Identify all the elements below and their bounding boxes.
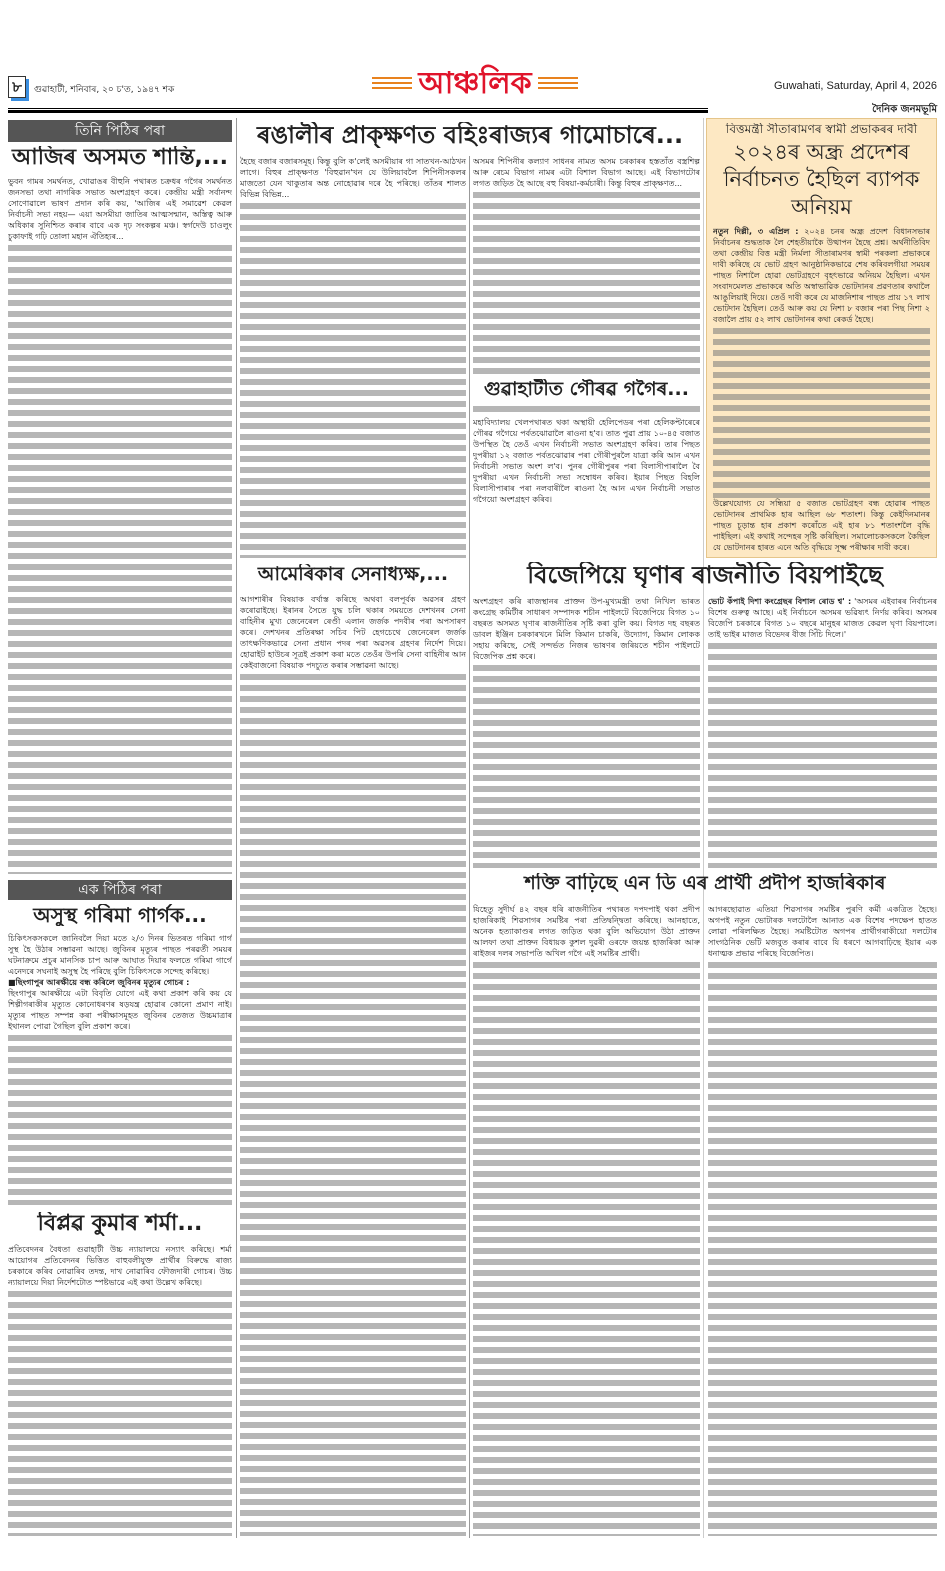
headline-bjp[interactable]: বিজেপিয়ে ঘৃণাৰ ৰাজনীতি বিয়পাইছে [527, 562, 883, 589]
subheading: ভোট কঁপাই দিশা কংগ্ৰেছৰ বিশাল ৰোড শ্ব' : [708, 597, 852, 606]
paper-name: দৈনিক জনমভূমি [872, 104, 937, 115]
paragraph: প্ৰতিবেদনৰ বৈধতা গুৱাহাটী উচ্চ ন্যায়ালয়ে নস্যাৎ কৰিছে। শৰ্মা আয়োগৰ প্ৰতিবেদনৰ ভিত্তিত বাহুবলীযুক্ত প্ৰাৰ্থীৰ বিৰুদ্ধে ৰাজ্য চৰকাৰে কৰিব নোৱাৰিব তদন্ত, দাখ নোৱাৰিব ফৌজদাৰী গোচৰ। উচ্চ ন্যায়ালয়ে দিয়া নিৰ্দেশটোত স্পষ্টভাৱে এই কথা উল্লেখ কৰিছে। [8, 1245, 232, 1287]
logo-text: আঞ্চলিক [418, 65, 532, 101]
paragraph: আগশাৰীৰ বিষয়াক বৰ্খাস্ত কৰিছে অথবা বলপূৰ্বক অৱসৰ গ্ৰহণ কৰোৱাইছে। ইৰানৰ সৈতে যুদ্ধ চলি থকাৰ সময়তে দেশখনৰ সেনা বাহিনীৰ মুখ্য জেনেৰেল ৰেণ্ডী এলান জৰ্জক পদবীৰ পৰা অপসাৰণ কৰে। দেশখনৰ প্ৰতিৰক্ষা সচিব পিট হেগচেথে জেনেৰেল জৰ্জক তাৎক্ষণিকভাৱে সেনা প্ৰধান পদৰ পৰা অৱসৰ গ্ৰহণৰ নিৰ্দেশ দিয়ে। হোৱাইট হাউচৰ সূত্ৰই প্ৰকাশ কৰা মতে তেওঁৰ উপৰি সেনা বাহিনীৰ আন কেইবাজনো বিষয়াক পদচ্যুত কৰাৰ সম্ভাৱনা আছে। [240, 595, 466, 670]
paragraph: হৈছে বজাৰ বজাৰসমূহ। কিন্তু বুলি ক'লেই অসমীয়াৰ গা সাতখন-আঠখন লাগে। বিহুৰ প্ৰাক্‌ক্ষণত 'বিহুৱান'খন যে উলিয়াবলৈ শিপিনীসকলৰ মাজতো যেন খাকুতাৰ অন্ত নোহোৱাৰ দৰে হৈ পৰিছে। তাঁতৰ শালত বিভিন্ন বিভিন্ন... [240, 157, 466, 199]
body-text-continuation [8, 1291, 232, 1536]
header-rule [8, 108, 708, 113]
article-body-biplab [8, 1244, 232, 1536]
kicker-asustha: এক পিঠিৰ পৰা [8, 880, 232, 900]
paragraph: চিকিৎসকসকলে জানিবলৈ দিয়া মতে ২/৩ দিনৰ ভিতৰত গৰিমা গাৰ্গ সুস্থ হৈ উঠাৰ সম্ভাৱনা আছে। জুবিনৰ মৃত্যুৰ পাছত পৰৱৰ্তী সময়ৰ ঘটনাক্ৰমে প্ৰচুৰ মানসিক চাপ আৰু আঘাত দিয়াৰ ফলতে গৰিমা গাৰ্গে এনেদৰে সঘনাই অসুস্থ হৈ পৰিছে বুলি চিকিৎসকে সন্দেহ কৰিছে। [8, 934, 232, 976]
article-body-rongali-b [473, 156, 700, 374]
featured-box-andhra [706, 118, 937, 558]
article-body-ajir [8, 176, 232, 874]
body-text-continuation [713, 328, 930, 498]
date-english: Guwahati, Saturday, April 4, 2026 [773, 80, 937, 92]
article-body-america [240, 594, 466, 1536]
article-body-bjp-a [473, 596, 700, 868]
paragraph: মহাবিদ্যালয় খেলপথাৰত থকা অস্থায়ী হেলিপেডৰ পৰা হেলিকপ্টাৰেৰে গৌৰৱ গগৈয়ে পৰ্বতঝোৱালৈ ৰাওনা হ'ব। তাত পুৱা প্ৰায় ১০-৪৫ বজাত উপস্থিত হৈ তেওঁ এখন নিৰ্বাচনী সভাত অংশগ্ৰহণ কৰিব। তাৰ পিছত দুপৰীয়া ১২ বজাত পৰ্বতঝোৱাৰ পৰা গৌৰীপুৰলৈ যাত্ৰা কৰি আন এখন নিৰ্বাচনী সভাত অংশ ল'ব। পুনৰ গৌৰীপুৰৰ পৰা বিলাসীপাৰালৈ বৈ দুপৰীয়া এখন নিৰ্বাচনী সভা সম্বোধন কৰিব। ইয়াৰ পিছত বিহলি বিলাসীপাৰাৰ পৰা নলবাৰীলৈ ৰাওনা হৈ আন এখন নিৰ্বাচনী সভাত গগৈয়ো অংশগ্ৰহণ কৰিব। [473, 418, 700, 504]
paragraph: 'অসমৰ এইবাৰৰ নিৰ্বাচনৰ বিশেষ গুৰুত্ব আছে। এই নিৰ্বাচনে অসমৰ ভৱিষ্যৎ নিৰ্ণয় কৰিব। অসমৰ বিজেপি চৰকাৰে বিগত ১০ বছৰে মানুহৰ মাজত কেৱল ঘৃণা বিয়পালে। তাই ভাইৰ মাজত বিভেদৰ বীজ সিঁচি দিলে।' [708, 597, 937, 639]
body-text-continuation [473, 665, 700, 868]
paragraph: উল্লেখযোগ্য যে সন্ধিয়া ৫ বজাত ভোটগ্ৰহণ বন্ধ হোৱাৰ পাছত ভোটদানৰ প্ৰাথমিক হাৰ আছিল ৬৮ শতাংশ। কিন্তু কেইদিনমানৰ পাছত চূড়ান্ত হাৰ প্ৰকাশ কৰোঁতে এই হাৰ ৮১ শতাংশলৈ বৃদ্ধি পাইছিল। এই কথাই সন্দেহৰ সৃষ্টি কৰিছিল। সমালোচকসকলে কৈছিল যে ভোটদানৰ হাৰত এনে অতি বৃদ্ধিয়ে সূক্ষ্ম পৰীক্ষাৰ দাবী কৰে। [713, 499, 930, 552]
page-number: ৮ [8, 76, 26, 98]
body-text-continuation [473, 406, 700, 414]
date-assamese: গুৱাহাটী, শনিবাৰ, ২০ চ'ত, ১৯৪৭ শক [34, 85, 175, 95]
headline-shakti[interactable]: শক্তি বাঢ়িছে এন ডি এৰ প্ৰাৰ্থী প্ৰদীপ হাজৰিকাৰ [524, 873, 886, 894]
body-text-continuation [473, 192, 700, 374]
article-body-rongali-a [240, 156, 466, 558]
column-divider [236, 118, 237, 1538]
paragraph: ছিংগাপুৰ আৰক্ষীয়ে এটা বিবৃতি যোগে এই কথা প্ৰকাশ কৰি কয় যে শিল্পীগৰাকীৰ মৃত্যুত কোনোধৰণৰ ষড়যন্ত্ৰ হোৱাৰ কোনো প্ৰমাণ নাই। মৃত্যুৰ পাছত সম্পন্ন কৰা পৰীক্ষাসমূহত জুবিনৰ তেজত উচ্চমাত্ৰাৰ ইথানল পোৱা গৈছিল বুলি প্ৰকাশ কৰে। [8, 989, 232, 1031]
logo-bars-left [372, 77, 412, 91]
paragraph: অংশগ্ৰহণ কৰি ৰাজস্থানৰ প্ৰাক্তন উপ-মুখ্যমন্ত্ৰী তথা নিখিল ভাৰত কংগ্ৰেছ কমিটীৰ সাধাৰণ সম্পাদক শচীন পাইলটে বিজেপিয়ে বিগত ১০ বছৰত অসমত ঘৃণাৰ ৰাজনীতিৰ সৃষ্টি কৰা বুলি কয়। বিগত দহ বছৰত ডাবল ইঞ্জিন চৰকাৰখনে মিলি কিমান চাকৰি, উদ্যোগ, কিমান লোকক সহায় কৰিছে, সেই সন্দৰ্ভত নিজৰ ভাষণৰ জৰিয়তে শচীন পাইলটে বিজেপিক প্ৰশ্ন কৰে। [473, 597, 700, 661]
body-text-continuation [708, 643, 937, 868]
body-text-continuation [473, 962, 700, 1536]
paragraph: ভুবন গামৰ সমৰ্থনত, খোৱাঙৰ বীহুনি পথাৰত চক্ৰধৰ গগৈৰ সমৰ্থনত জনসভা তথা নাগৰিক সভাত অংশগ্ৰহণ কৰে। কেন্দ্ৰীয় মন্ত্ৰী সৰ্বানন্দ সোণোৱালে ভাষণ প্ৰদান কৰি কয়, 'আজিৰ এই সমাৱেশ কেৱল নিৰ্বাচনী সভা নহয়— এয়া অসমীয়া জাতিৰ আত্মসন্মান, অস্তিত্ব আৰু অধিকাৰ সুনিশ্চিত কৰাৰ বাবে এক দৃঢ় সংকল্পৰ মঞ্চ। স্বৰ্গদেউ চাওলুং চুকাফাই গঢ়ি তোলা মহান ঐতিহ্যৰ... [8, 177, 232, 241]
kicker-ajir: তিনি পিঠিৰ পৰা [8, 120, 232, 142]
article-body-shakti-a [473, 904, 700, 1536]
paragraph: অসমৰ শিপিনীৰ কল্যাণ সাধনৰ নামত অসম চৰকাৰৰ হস্ততাঁত বস্ত্ৰশিল্প আৰু ৰেচম বিভাগ নামৰ এটা বিশাল বিভাগ আছে। এই বিভাগটোৰ লগত জড়িত হৈ আছে বহু বিষয়া-কৰ্মচাৰী। কিন্তু বিহুৰ প্ৰাক্‌ক্ষণত... [473, 157, 700, 188]
headline-gourav[interactable]: গুৱাহাটীত গৌৰৱ গগৈৰ... [484, 379, 689, 400]
column-divider [469, 156, 470, 1538]
article-body-shakti-b [708, 904, 937, 1536]
article-body-bjp-b [708, 596, 937, 868]
paragraph: আগৰছোৱাত এতিয়া শিৱসাগৰ সমষ্টিৰ পুৰণি কৰ্মী একত্ৰিত হৈছে। অগপই নতুন ভোটাৰক দলটোলৈ আনাত এক বিশেষ পদক্ষেপ হাতত লোৱা পৰিলক্ষিত হৈছে। সমষ্টিটোত অগপৰ প্ৰাৰ্থীগৰাকীয়ো দলটোৰ সাংগঠনিক ভেটি মজবুত কৰাৰ বাবে যি ধৰণে আগবাঢ়িছে ইয়াৰ এক ধনাত্মক প্ৰভাৱ পৰিছে বিজেপিত। [708, 905, 937, 958]
section-logo [360, 64, 590, 104]
paragraph: যিহেতু সুদীৰ্ঘ ৪২ বছৰ ধৰি ৰাজনীতিৰ পথাৰত দপদপাই থকা প্ৰদীপ হাজৰিকাই শিৱসাগৰ সমষ্টিৰ পৰা প্ৰতিদ্বন্দ্বিতা কৰিছে। আনহাতে, অনেক হত্যাকাণ্ডৰ লগত জড়িত থকা বুলি অভিযোগ উঠা প্ৰাক্তন আলফা তথা প্ৰাক্তন বিধায়ক কুশল দুৱৰী ওৰফে জয়ন্ত হাজৰিকা আৰু ৰাইজৰ দলৰ সভাপতি অখিল গগৈ এই সমষ্টিৰ প্ৰাৰ্থী। [473, 905, 700, 958]
kicker-andhra: বিত্তমন্ত্ৰী সীতাৰামণৰ স্বামী প্ৰভাকৰৰ দাবী [725, 123, 918, 136]
body-text-continuation [708, 962, 937, 1536]
article-body-andhra [713, 226, 930, 553]
headline-ajir[interactable]: আজিৰ অসমত শান্তি,... [12, 146, 228, 170]
dateline: নতুন দিল্লী, ৩ এপ্ৰিল : [713, 227, 799, 237]
paragraph: ২০২৪ চনৰ অন্ধ্ৰ প্ৰদেশ বিধানসভাৰ নিৰ্বাচনৰ শুদ্ধতাক লৈ শেহতীয়াকৈ উত্থাপন হৈছে প্ৰশ্ন। অৰ্থনীতিবিদ তথা কেন্দ্ৰীয় বিত্ত মন্ত্ৰী নিৰ্মলা সীতাৰামণৰ স্বামী পৰকলা প্ৰভাকৰে দাবী কৰিছে যে ভোট গ্ৰহণ আনুষ্ঠানিকভাৱে শেষ কৰিবলগীয়া সময়ৰ পাছত নিশালৈ হোৱা ভোটগ্ৰহণে বৃহৎভাৱে অনিয়ম হৈছিল। এখন সংবাদমেলত প্ৰভাকৰে অতি অস্বাভাৱিক ভোটদানৰ প্ৰৱণতাৰ কথালৈ আঙুলিয়াই দিয়ে। তেওঁ দাবী কৰে যে মাজনিশাৰ পাছত প্ৰায় ১৭ লাখ ভোটদান হৈছিল। তেওঁ আৰু কয় যে নিশা ৮ বজাৰ পৰা পিছ নিশা ২ বজালৈ প্ৰায় ৫২ লাখ ভোটদানৰ কথা ৰেকৰ্ড হৈছে। [713, 227, 930, 325]
body-text-continuation [8, 245, 232, 874]
headline-america[interactable]: আমেৰিকাৰ সেনাধ্যক্ষ,... [257, 564, 449, 585]
article-body-gourav [473, 406, 700, 556]
headline-asustha[interactable]: অসুস্থ গৰিমা গাৰ্গক... [33, 904, 207, 926]
logo-bars-right [538, 77, 578, 91]
body-text-continuation [240, 203, 466, 558]
body-text-continuation [240, 674, 466, 1536]
body-text-continuation [8, 1035, 232, 1205]
headline-andhra[interactable]: ২০২৪ৰ অন্ধ্ৰ প্ৰদেশৰ নিৰ্বাচনত হৈছিল ব্যাপক অনিয়ম [723, 140, 920, 219]
headline-biplab[interactable]: বিপ্লৱ কুমাৰ শৰ্মা... [37, 1212, 203, 1236]
column-divider [703, 118, 704, 1538]
subheading: ■ছিংগাপুৰ আৰক্ষীয়ে বন্ধ কৰিলে জুবিনৰ মৃত্যুৰ গোচৰ : [8, 978, 190, 987]
article-body-asustha [8, 933, 232, 1205]
headline-rongali[interactable]: ৰঙালীৰ প্ৰাক্‌ক্ষণত বহিঃৰাজ্যৰ গামোচাৰে... [256, 122, 684, 149]
